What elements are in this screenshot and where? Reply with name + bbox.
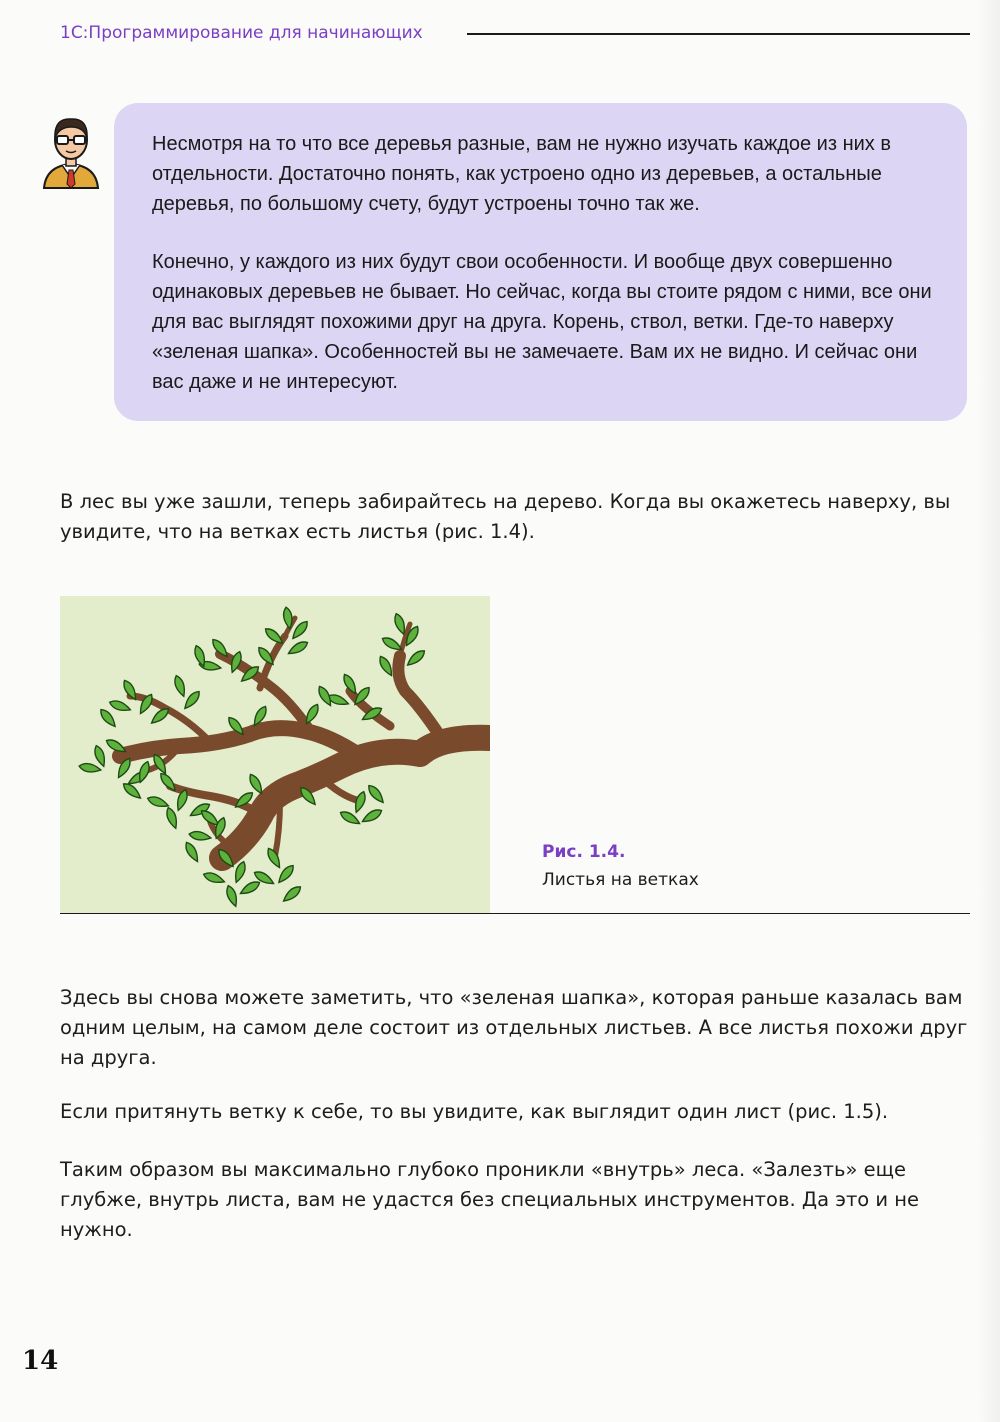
figure-rule <box>60 913 970 914</box>
intro-paragraph: В лес вы уже зашли, теперь забирайтесь на дерево. Когда вы окажетесь наверху, вы увидите, что на ветках есть листья (рис. 1.4). <box>60 490 951 543</box>
leaf-shape <box>108 698 131 713</box>
paragraph-deep-inside: Таким образом вы максимально глубоко проникли «внутрь» леса. «Залезть» еще глубже, внутрь листа, вам не удастся без специальных инструментов. Да это и не нужно. <box>60 1158 920 1241</box>
leaf-shape <box>366 783 386 805</box>
leaf-shape <box>360 807 383 825</box>
leaf-shape <box>405 648 427 668</box>
page-edge <box>978 0 1000 1422</box>
book-title: 1С:Программирование для начинающих <box>60 23 423 43</box>
leaf-shape <box>188 830 211 842</box>
teacher-avatar-icon <box>40 114 102 190</box>
leaf-shape <box>338 809 361 827</box>
intro-paragraph-block <box>60 487 970 547</box>
leaf-shape <box>281 884 303 904</box>
main-paragraph-block-2 <box>60 1097 970 1127</box>
branch-with-leaves-illustration <box>60 596 490 914</box>
leaf-shape <box>98 707 118 729</box>
header-rule <box>467 33 970 35</box>
leaf-shape <box>78 762 101 774</box>
note-text <box>152 129 952 397</box>
note-paragraph-2: Конечно, у каждого из них будут свои особенности. И вообще двух совершенно одинаковых деревьев не бывает. Но сейчас, когда вы стоите рядом с ними, все они для вас выглядят похожими друг на друга. Корень, ствол, ветки. Где-то наверху «зеленая шапка». Особенностей вы не замечаете. Вам их не видно. И сейчас они вас даже и не интересуют. <box>152 251 932 393</box>
leaf-shape <box>158 771 178 793</box>
leaf-shape <box>92 744 107 767</box>
leaf-shape <box>377 654 395 677</box>
page-number: 14 <box>22 1346 59 1376</box>
leaf-shape <box>202 870 225 885</box>
leaf-shape <box>286 639 309 657</box>
leaf-shape <box>164 806 179 829</box>
leaf-shape <box>224 884 239 907</box>
main-paragraph-block-1 <box>60 983 970 1073</box>
note-paragraph-1: Несмотря на то что все деревья разные, вам не нужно изучать каждое из них в отдельности. Достаточно понять, как устроено одно из деревьев, а остальные деревья, по большому счету, будут устроены точно так же. <box>152 133 891 215</box>
running-header <box>60 20 970 50</box>
leaf-shape <box>146 794 169 809</box>
paragraph-green-cap: Здесь вы снова можете заметить, что «зеленая шапка», которая раньше казалась вам одним целым, на самом деле состоит из отдельных листьев. А все листья похожи друг на друга. <box>60 986 968 1069</box>
leaf-shape <box>238 879 261 897</box>
main-paragraph-block-3 <box>60 1155 970 1245</box>
leaf-shape <box>172 674 187 697</box>
paragraph-pull-branch: Если притянуть ветку к себе, то вы увидите, как выглядит один лист (рис. 1.5). <box>60 1100 889 1123</box>
figure-label: Рис. 1.4. <box>542 842 626 862</box>
leaf-shape <box>183 840 201 863</box>
figure-caption: Листья на ветках <box>542 870 699 890</box>
note-box <box>114 103 967 421</box>
